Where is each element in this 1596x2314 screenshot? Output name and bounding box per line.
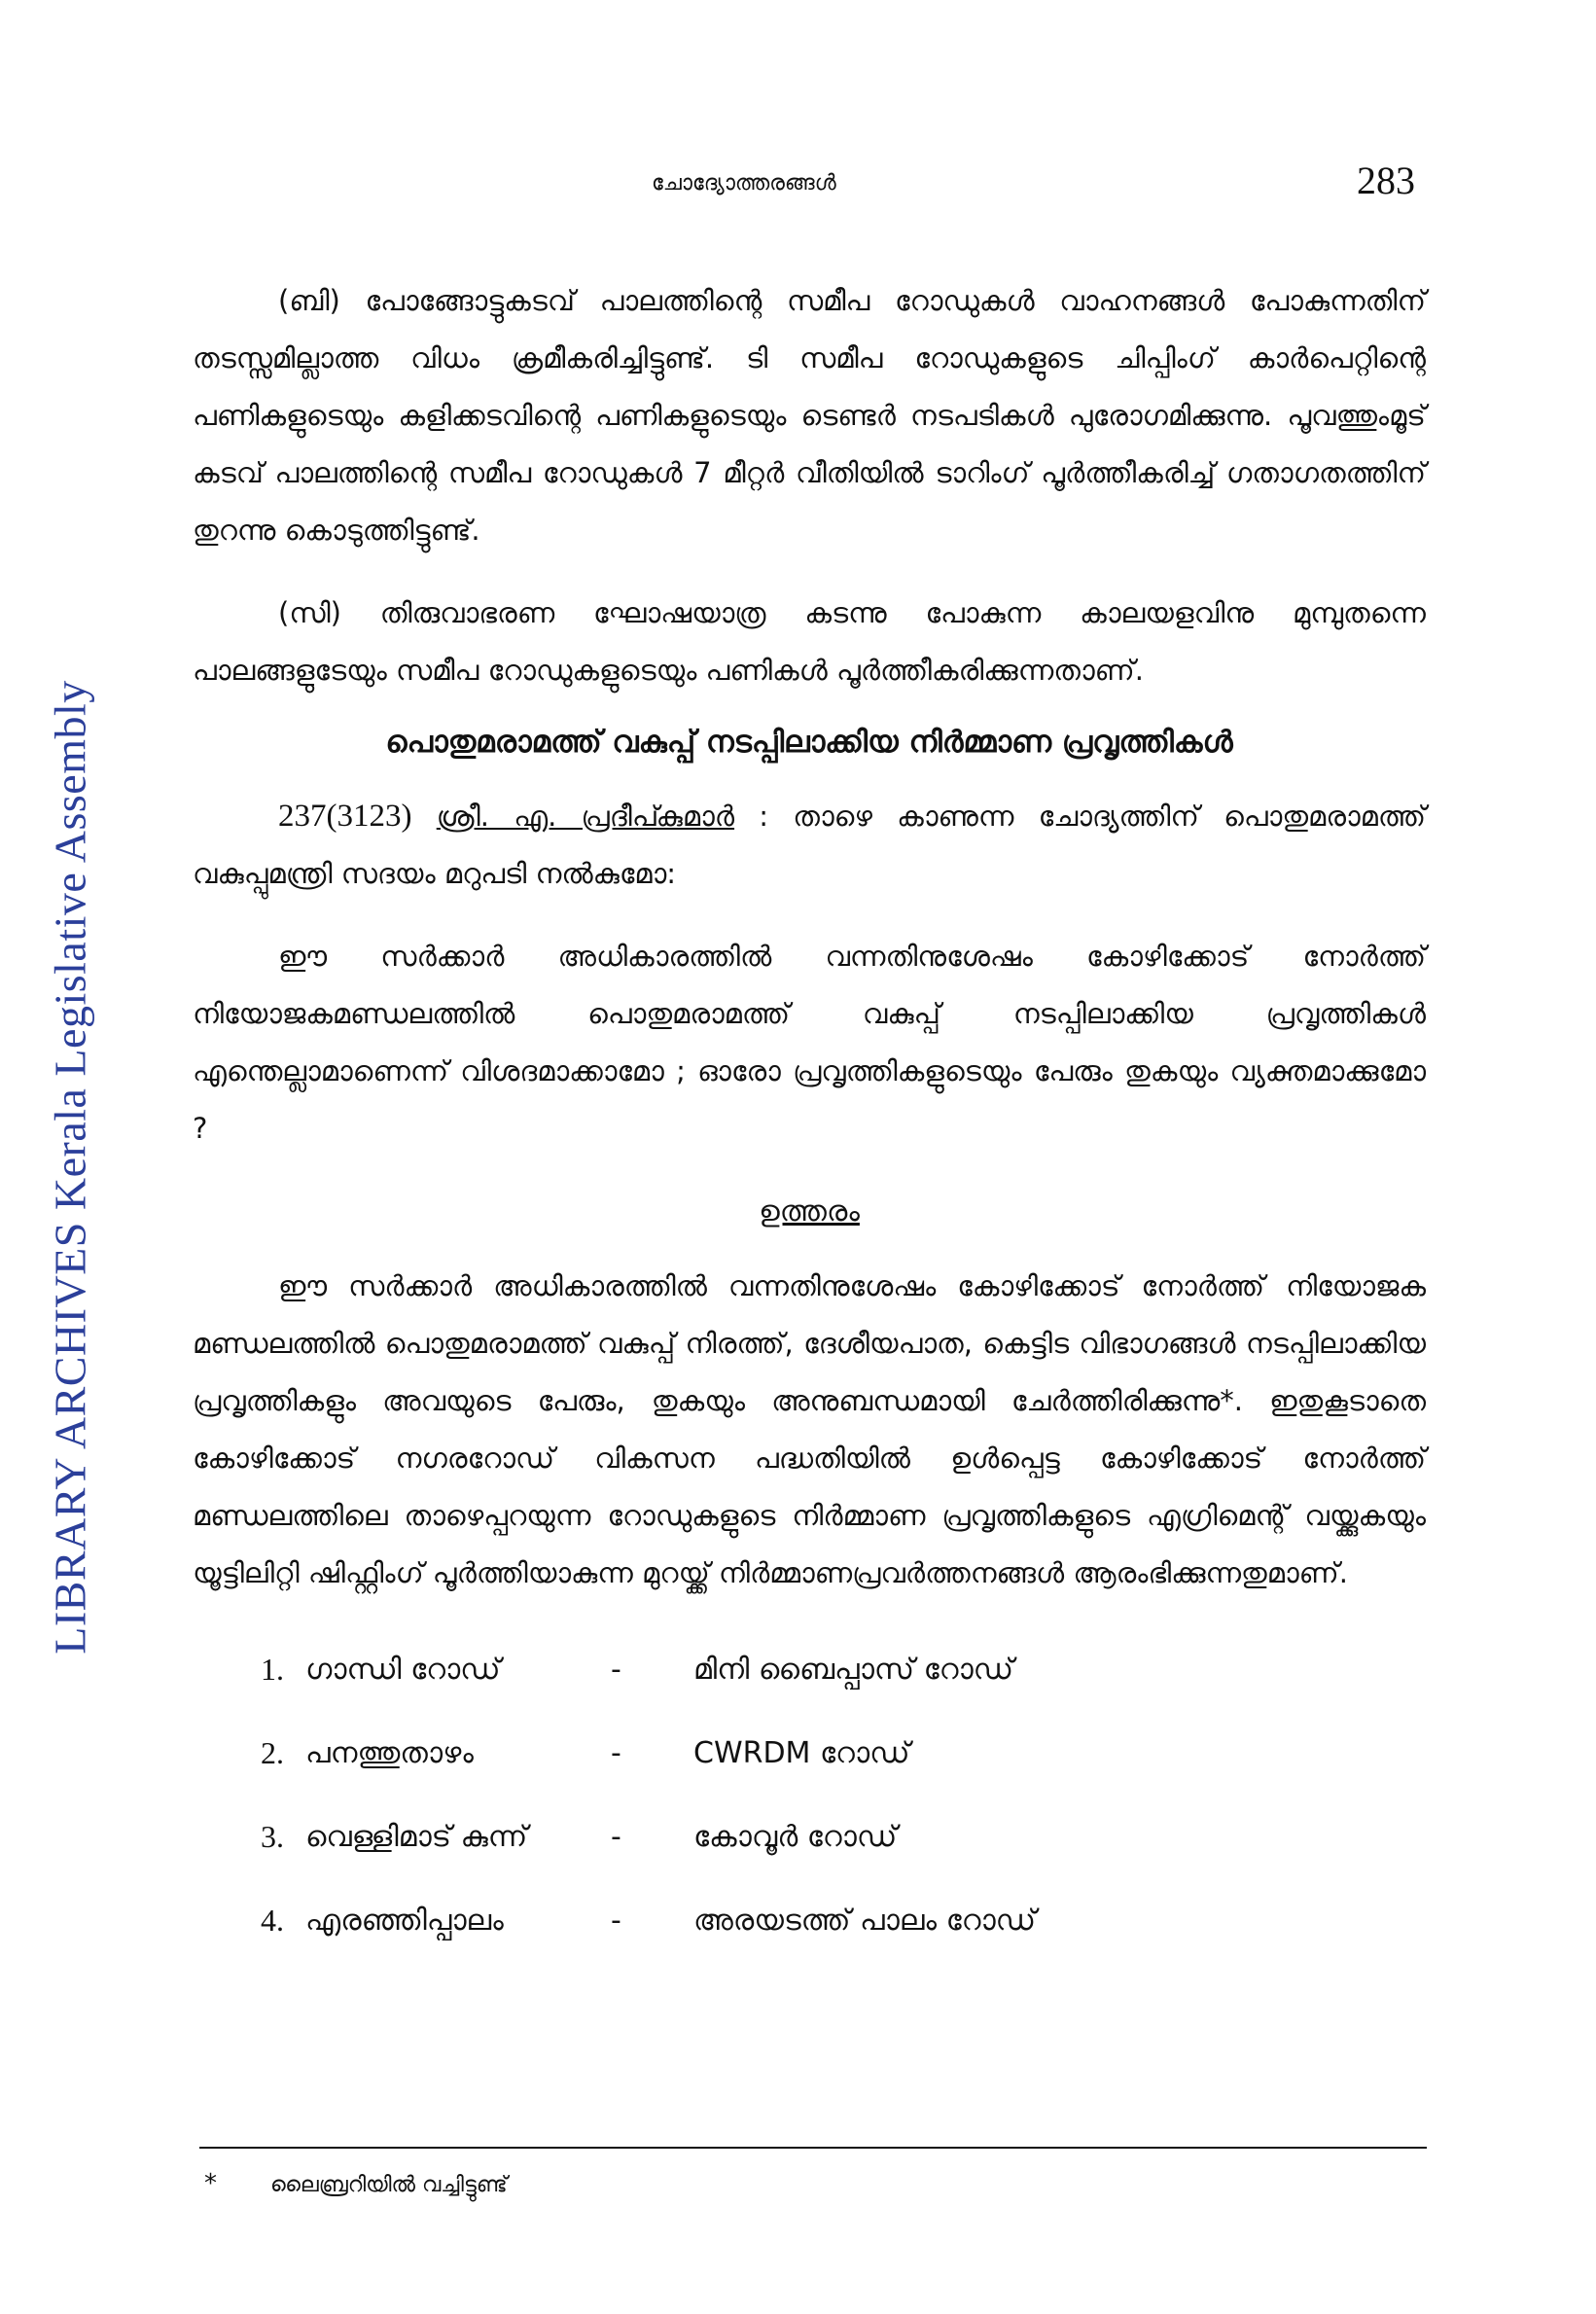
page-number: 283: [1357, 159, 1415, 202]
road-end: അരയടത്ത് പാലം റോഡ്: [693, 1903, 1037, 1938]
list-item: [193, 1878, 1426, 1962]
road-start: പനത്തുതാഴം: [305, 1735, 474, 1770]
footnote-divider: [199, 2147, 1427, 2149]
road-number: 1.: [261, 1651, 284, 1687]
list-item: [193, 1795, 1426, 1878]
footnote-text: ലൈബ്രറിയിൽ വച്ചിട്ടുണ്ട്: [270, 2173, 508, 2197]
paragraph-c: (സി) തിരുവാഭരണ ഘോഷയാത്ര കടന്നു പോകുന്ന കാലയളവിനു മുമ്പുതന്നെ പാലങ്ങളുടേയും സമീപ റോഡുകളുടെയും പണികൾ പൂർത്തീകരിക്കുന്നതാണ്.: [193, 596, 1426, 687]
road-list: [193, 1627, 1426, 1962]
road-separator: -: [611, 1652, 621, 1687]
page-body: [193, 272, 1426, 1962]
road-end: മിനി ബൈപ്പാസ് റോഡ്: [693, 1652, 1014, 1687]
road-number: 4.: [261, 1902, 284, 1938]
road-number: 3.: [261, 1818, 284, 1854]
road-number: 2.: [261, 1734, 284, 1770]
archive-watermark: LIBRARY ARCHIVES Kerala Legislative Assembly: [45, 680, 95, 1655]
question-intro: [193, 788, 1426, 903]
road-separator: -: [611, 1819, 621, 1854]
section-heading: പൊതുമരാമത്ത് വകുപ്പ് നടപ്പിലാക്കിയ നിർമ്മാണ പ്രവൃത്തികൾ: [385, 725, 1233, 760]
question-intro-text: : താഴെ കാണുന്ന ചോദ്യത്തിന് പൊതുമരാമത്ത് വകുപ്പുമന്ത്രി സദയം മറുപടി നൽകുമോ:: [193, 800, 1427, 890]
page-header-title: ചോദ്യോത്തരങ്ങൾ: [652, 171, 836, 196]
paragraph-b: (ബി) പോങ്ങോട്ടുകടവ് പാലത്തിന്റെ സമീപ റോഡുകൾ വാഹനങ്ങൾ പോകുന്നതിന് തടസ്സമില്ലാത്ത വിധം ക്രമീകരിച്ചിട്ടുണ്ട്. ടി സമീപ റോഡുകളുടെ ചിപ്പിംഗ് കാർപെറ്റിന്റെ പണികളുടെയും കളിക്കടവിന്റെ പണികളുടെയും ടെണ്ടർ നടപടികൾ പുരോഗമിക്കുന്നു. പൂവത്തുംമൂട് കടവ് പാലത്തിന്റെ സമീപ റോഡുകൾ 7 മീറ്റർ വീതിയിൽ ടാറിംഗ് പൂർത്തീകരിച്ച് ഗതാഗതത്തിന് തുറന്നു കൊടുത്തിട്ടുണ്ട്.: [193, 284, 1426, 547]
answer-text: ഈ സർക്കാർ അധികാരത്തിൽ വന്നതിനുശേഷം കോഴിക്കോട് നോർത്ത് നിയോജക മണ്ഡലത്തിൽ പൊതുമരാമത്ത് വകുപ്പ് നിരത്ത്, ദേശീയപാത, കെട്ടിട വിഭാഗങ്ങൾ നടപ്പിലാക്കിയ പ്രവൃത്തികളും അവയുടെ പേരും, തുകയും അനുബന്ധമായി ചേർത്തിരിക്കുന്നു*. ഇതുകൂടാതെ കോഴിക്കോട് നഗരറോഡ് വികസന പദ്ധതിയിൽ ഉൾപ്പെട്ട കോഴിക്കോട് നോർത്ത് മണ്ഡലത്തിലെ താഴെപ്പറയുന്ന റോഡുകളുടെ നിർമ്മാണ പ്രവൃത്തികളുടെ എഗ്രിമെന്റ് വയ്ക്കുകയും യൂട്ടിലിറ്റി ഷിഫ്റ്റിംഗ് പൂർത്തിയാകുന്ന മുറയ്ക്ക് നിർമ്മാണപ്രവർത്തനങ്ങൾ ആരംഭിക്കുന്നതുമാണ്.: [193, 1269, 1426, 1589]
road-end: കോവൂർ റോഡ്: [693, 1819, 898, 1854]
question-number: 237(3123): [278, 799, 412, 834]
answer-title: ഉത്തരം: [759, 1194, 860, 1228]
footnote: [204, 2169, 508, 2198]
list-item: [193, 1711, 1426, 1795]
member-name: ശ്രീ. എ. പ്രദീപ്കുമാർ: [436, 800, 735, 833]
question-text: ഈ സർക്കാർ അധികാരത്തിൽ വന്നതിനുശേഷം കോഴിക്കോട് നോർത്ത് നിയോജകമണ്ഡലത്തിൽ പൊതുമരാമത്ത് വകുപ്പ് നടപ്പിലാക്കിയ പ്രവൃത്തികൾ എന്തെല്ലാമാണെന്ന് വിശദമാക്കാമോ ; ഓരോ പ്രവൃത്തികളുടെയും പേരും തുകയും വ്യക്തമാക്കുമോ ?: [193, 940, 1426, 1145]
road-start: ഗാന്ധി റോഡ്: [305, 1652, 501, 1687]
road-end: CWRDM റോഡ്: [693, 1735, 910, 1770]
road-start: വെള്ളിമാട് കുന്ന്: [305, 1819, 528, 1854]
road-separator: -: [611, 1735, 621, 1770]
list-item: [193, 1627, 1426, 1711]
road-separator: -: [611, 1903, 621, 1938]
road-start: എരഞ്ഞിപ്പാലം: [305, 1903, 504, 1938]
footnote-marker: *: [204, 2169, 217, 2198]
